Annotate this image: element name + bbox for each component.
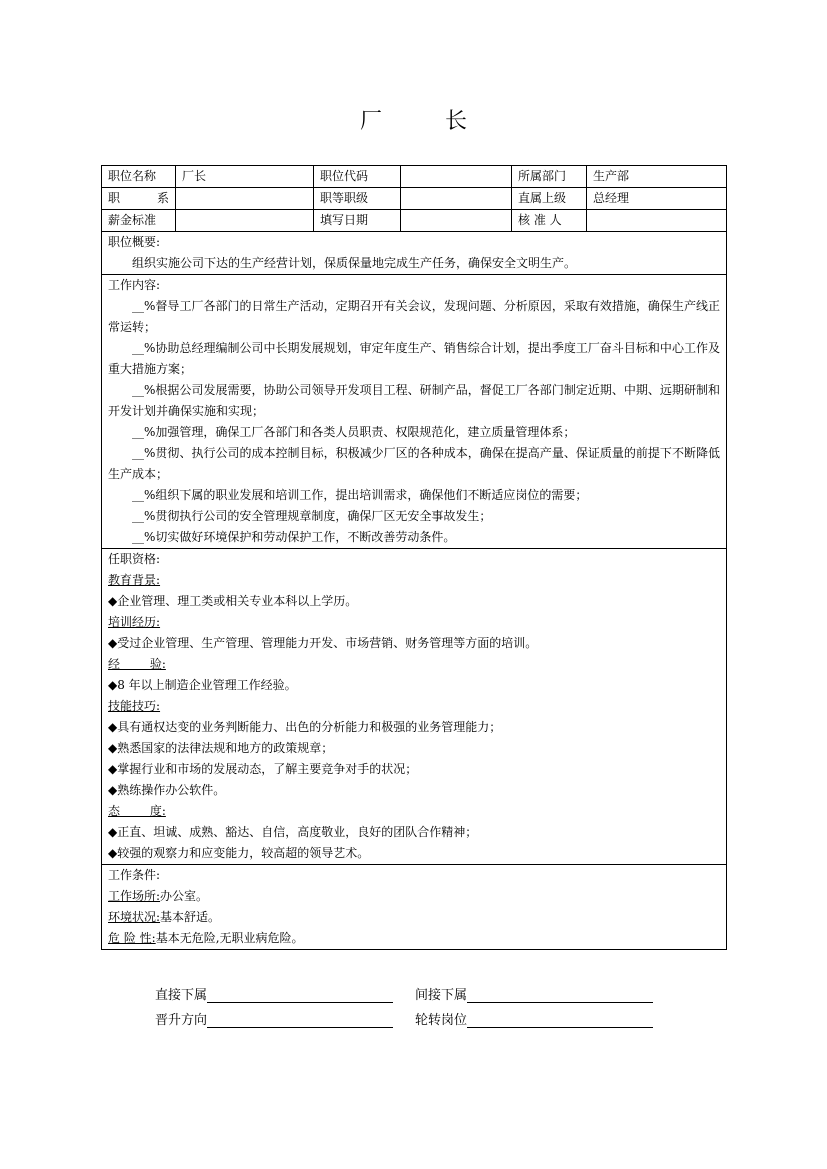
conditions-heading: 工作条件:: [108, 868, 161, 882]
value-position-name: 厂长: [176, 166, 314, 188]
summary-text: 组织实施公司下达的生产经营计划，保质保量地完成生产任务，确保安全文明生产。: [132, 256, 577, 270]
experience-label: 经 验:: [108, 657, 166, 671]
duty-item: __%加强管理，确保工厂各部门和各类人员职责、权限规范化，建立质量管理体系；: [132, 425, 576, 439]
summary-row: [102, 232, 727, 275]
qualifications-row: [102, 549, 727, 865]
conditions-cell: [102, 865, 727, 950]
training-item: ◆受过企业管理、生产管理、管理能力开发、市场营销、财务管理等方面的培训。: [108, 636, 538, 650]
skills-label: 技能技巧:: [108, 699, 161, 713]
duty-item: __%贯彻执行公司的安全管理规章制度，确保厂区无安全事故发生；: [132, 509, 492, 523]
direct-subordinate-blank[interactable]: [207, 988, 393, 1003]
summary-heading: 职位概要:: [108, 235, 161, 249]
workplace-value: 办公室。: [160, 889, 209, 903]
duty-item: __%组织下属的职业发展和培训工作，提出培训需求，确保他们不断适应岗位的需要；: [132, 488, 588, 502]
duty-item: __%贯彻、执行公司的成本控制目标，积极减少厂区的各种成本，确保在提高产量、保证质量的前提下不断降低生产成本；: [108, 446, 720, 481]
duty-item: __%协助总经理编制公司中长期发展规划，审定年度生产、销售综合计划，提出季度工厂奋斗目标和中心工作及重大措施方案；: [108, 341, 720, 376]
value-position-code: [401, 166, 512, 188]
header-row-1: [102, 166, 727, 188]
environment-label: 环境状况:: [108, 910, 161, 924]
footer-line-1: [155, 984, 675, 1003]
label-fill-date: 填写日期: [314, 210, 401, 232]
skill-item: ◆掌握行业和市场的发展动态，了解主要竞争对手的状况；: [108, 762, 418, 776]
environment-value: 基本舒适。: [160, 910, 221, 924]
duties-row: [102, 275, 727, 549]
qualifications-cell: [102, 549, 727, 865]
footer-line-2: [155, 1009, 675, 1028]
value-job-family: [176, 188, 314, 210]
header-row-3: [102, 210, 727, 232]
label-department: 所属部门: [512, 166, 587, 188]
conditions-row: [102, 865, 727, 950]
label-position-name: 职位名称: [102, 166, 176, 188]
duty-item: __%根据公司发展需要，协助公司领导开发项目工程、研制产品，督促工厂各部门制定近期、中期、远期研制和开发计划并确保实施和实现；: [108, 383, 720, 418]
label-job-family: 职 系: [102, 188, 176, 210]
education-item: ◆企业管理、理工类或相关专业本科以上学历。: [108, 594, 358, 608]
direct-subordinate-label: 直接下属: [155, 988, 208, 1003]
skill-item: ◆熟练操作办公软件。: [108, 783, 226, 797]
header-row-2: [102, 188, 727, 210]
label-position-code: 职位代码: [314, 166, 401, 188]
value-supervisor: 总经理: [587, 188, 727, 210]
indirect-subordinate-label: 间接下属: [415, 988, 468, 1003]
value-approver: [587, 210, 727, 232]
workplace-label: 工作场所:: [108, 889, 161, 903]
qualifications-heading: 任职资格:: [108, 552, 161, 566]
summary-cell: [102, 232, 727, 275]
rotation-blank[interactable]: [467, 1013, 653, 1028]
skill-item: ◆具有通权达变的业务判断能力、出色的分析能力和极强的业务管理能力；: [108, 720, 502, 734]
indirect-subordinate-blank[interactable]: [467, 988, 653, 1003]
duty-item: __%切实做好环境保护和劳动保护工作，不断改善劳动条件。: [132, 530, 456, 544]
value-department: 生产部: [587, 166, 727, 188]
value-job-grade: [401, 188, 512, 210]
document-title: 厂 长: [360, 109, 495, 134]
attitude-item: ◆较强的观察力和应变能力，较高超的领导艺术。: [108, 846, 370, 860]
rotation-label: 轮转岗位: [415, 1013, 468, 1028]
duties-cell: [102, 275, 727, 549]
label-job-grade: 职等职级: [314, 188, 401, 210]
training-label: 培训经历:: [108, 615, 161, 629]
hazard-value: 基本无危险,无职业病危险。: [155, 931, 304, 945]
label-supervisor: 直属上级: [512, 188, 587, 210]
promotion-blank[interactable]: [207, 1013, 393, 1028]
duty-item: __%督导工厂各部门的日常生产活动，定期召开有关会议，发现问题、分析原因，采取有效措施，确保生产线正常运转；: [108, 299, 720, 334]
education-label: 教育背景:: [108, 573, 161, 587]
label-salary: 薪金标准: [102, 210, 176, 232]
attitude-item: ◆正直、坦诚、成熟、豁达、自信，高度敬业，良好的团队合作精神；: [108, 825, 478, 839]
attitude-label: 态 度:: [108, 804, 166, 818]
value-salary: [176, 210, 314, 232]
hazard-label: 危 险 性:: [108, 931, 156, 945]
promotion-label: 晋升方向: [155, 1013, 208, 1028]
experience-item: ◆8 年以上制造企业管理工作经验。: [108, 678, 297, 692]
duties-heading: 工作内容:: [108, 278, 161, 292]
value-fill-date: [401, 210, 512, 232]
label-approver: 核 准 人: [512, 210, 587, 232]
skill-item: ◆熟悉国家的法律法规和地方的政策规章；: [108, 741, 334, 755]
job-description-table: [101, 165, 727, 950]
